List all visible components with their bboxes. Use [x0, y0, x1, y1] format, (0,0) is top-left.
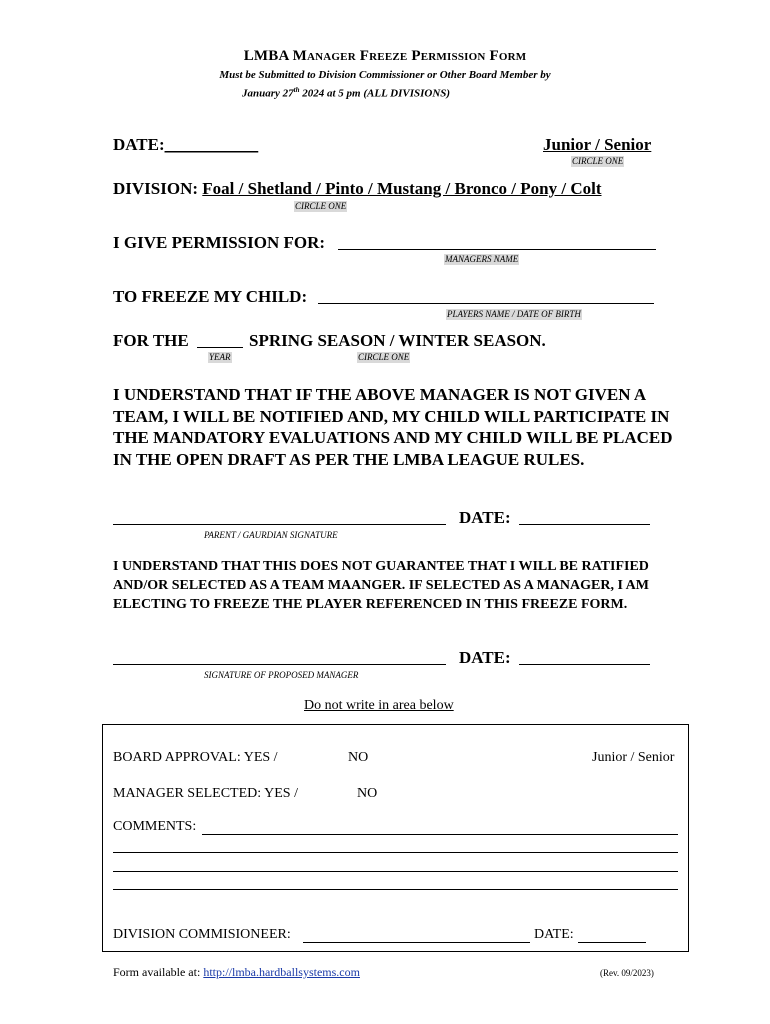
- footer-availability: Form available at: http://lmba.hardballsystems.com: [113, 965, 360, 979]
- parent-date-line[interactable]: [519, 524, 650, 525]
- level-hint: CIRCLE ONE: [572, 156, 624, 166]
- season-pre: FOR THE: [113, 331, 189, 350]
- comments-line-2[interactable]: [113, 852, 678, 853]
- manager-signature-line[interactable]: [113, 664, 446, 665]
- division-field[interactable]: DIVISION: Foal / Shetland / Pinto / Mustang / Bronco / Pony / Colt: [113, 179, 602, 198]
- commissioner-date-line[interactable]: [578, 942, 646, 943]
- manager-signature-hint: SIGNATURE OF PROPOSED MANAGER: [204, 670, 359, 680]
- submission-instructions: Must be Submitted to Division Commissioner or Other Board Member by: [219, 69, 551, 81]
- season-hint: CIRCLE ONE: [358, 352, 410, 362]
- revision: (Rev. 09/2023): [600, 968, 654, 978]
- form-title: LMBA Manager Freeze Permission Form: [243, 48, 527, 64]
- date-field[interactable]: DATE:___________: [113, 135, 259, 154]
- year-hint: YEAR: [209, 352, 231, 362]
- comments-line-4[interactable]: [113, 889, 678, 890]
- manager-statement: I UNDERSTAND THAT THIS DOES NOT GUARANTEE THAT I WILL BE RATIFIED AND/OR SELECTED AS A TEAM MAANGER. IF SELECTED AS A MANAGER, I AM ELECTING TO FREEZE THE PLAYER REFERENCED IN THIS FREEZE FORM.: [113, 559, 649, 612]
- parent-statement: I UNDERSTAND THAT IF THE ABOVE MANAGER IS NOT GIVEN A TEAM, I WILL BE NOTIFIED AND, MY CHILD WILL PARTICIPATE IN THE MANDATORY EVALUATIONS AND MY CHILD WILL BE PLACED IN THE OPEN DRAFT AS PER THE LMBA LEAGUE RULES.: [113, 385, 673, 469]
- manager-selected-no[interactable]: NO: [357, 786, 378, 801]
- player-hint: PLAYERS NAME / DATE OF BIRTH: [447, 309, 581, 319]
- parent-signature-hint: PARENT / GAURDIAN SIGNATURE: [204, 530, 338, 540]
- board-approval-no[interactable]: NO: [348, 750, 369, 765]
- freeze-label: TO FREEZE MY CHILD:: [113, 287, 308, 306]
- deadline: January 27th 2024 at 5 pm (ALL DIVISIONS): [242, 86, 451, 100]
- footer-link[interactable]: http://lmba.hardballsystems.com: [203, 965, 360, 979]
- player-line[interactable]: [318, 303, 654, 304]
- comments-line-3[interactable]: [113, 871, 678, 872]
- manager-selected-label: MANAGER SELECTED: YES /: [113, 786, 298, 801]
- comments-line-1[interactable]: [202, 834, 678, 835]
- manager-date-label: DATE:: [459, 648, 511, 667]
- manager-date-line[interactable]: [519, 664, 650, 665]
- manager-name-line[interactable]: [338, 249, 656, 250]
- permission-label: I GIVE PERMISSION FOR:: [113, 233, 326, 252]
- office-use-notice: Do not write in area below: [304, 698, 454, 713]
- division-hint: CIRCLE ONE: [295, 201, 347, 211]
- division-options[interactable]: Foal / Shetland / Pinto / Mustang / Bronco / Pony / Colt: [202, 179, 602, 198]
- commissioner-label: DIVISION COMMISIONEER:: [113, 927, 291, 942]
- level-options[interactable]: Junior / Senior: [543, 135, 652, 154]
- year-line[interactable]: [197, 347, 243, 348]
- commissioner-date-label: DATE:: [534, 927, 574, 942]
- office-level-options[interactable]: Junior / Senior: [592, 750, 675, 765]
- parent-signature-line[interactable]: [113, 524, 446, 525]
- comments-label: COMMENTS:: [113, 819, 197, 834]
- commissioner-line[interactable]: [303, 942, 530, 943]
- manager-name-hint: MANAGERS NAME: [445, 254, 519, 264]
- season-options[interactable]: SPRING SEASON / WINTER SEASON.: [249, 331, 546, 350]
- board-approval-label: BOARD APPROVAL: YES /: [113, 750, 278, 765]
- parent-date-label: DATE:: [459, 508, 511, 527]
